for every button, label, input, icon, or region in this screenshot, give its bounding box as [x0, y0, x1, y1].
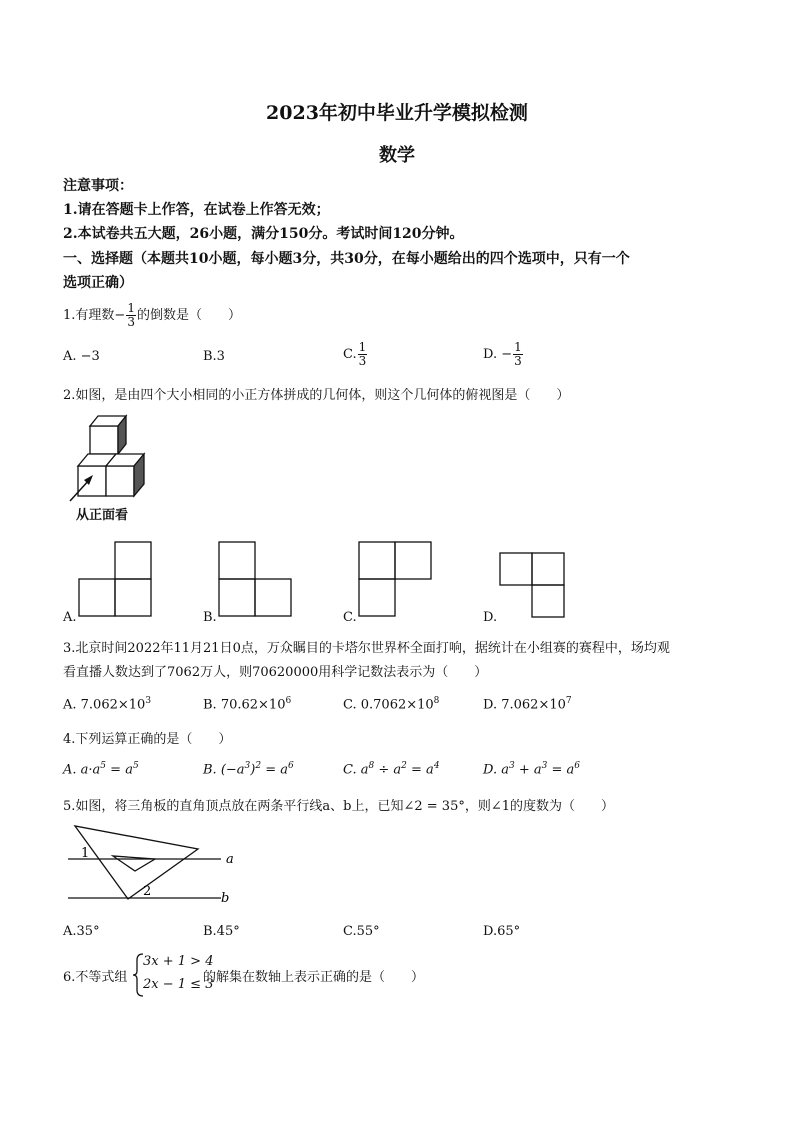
q1-frac-den: 3 — [127, 315, 135, 329]
q1-c-num: 1 — [358, 340, 367, 354]
q4-c-1: C. a — [343, 762, 369, 778]
q3-a-exp: 3 — [145, 696, 152, 706]
q3-a-base: A. 7.062×10 — [63, 697, 146, 713]
q4-d-exp: 3 — [508, 761, 515, 771]
notice-item-1: 1.请在答题卡上作答，在试卷上作答无效； — [63, 202, 330, 218]
q5-label-a: a — [226, 852, 234, 867]
q1-option-d — [483, 341, 524, 368]
q5-option-b: B.45° — [203, 924, 240, 939]
q6-inequality-1: 3x + 1 > 4 — [143, 954, 214, 969]
q4-c-exp3: 4 — [433, 761, 440, 771]
q2-option-c: C. — [343, 610, 357, 625]
q5-label-2: 2 — [143, 884, 152, 899]
q2-cube-figure — [68, 411, 150, 503]
q2-option-b-figure — [218, 541, 294, 618]
q4-b-exp3: 6 — [288, 761, 294, 771]
q5-option-d: D.65° — [483, 924, 521, 939]
q1-suffix: 的倒数是（ ） — [136, 308, 241, 323]
q5-label-1: 1 — [81, 846, 90, 861]
q4-option-c — [343, 761, 440, 777]
q4-c-exp: 8 — [368, 761, 375, 771]
q5-option-c: C.55° — [343, 924, 380, 939]
q4-a-2: = a — [106, 762, 133, 778]
q1-c-fraction — [358, 341, 368, 368]
q1-d-den: 3 — [514, 354, 522, 368]
q6-inequality-2: 2x − 1 ≤ 3 — [143, 977, 214, 992]
q3-c-exp: 8 — [433, 696, 440, 706]
q4-d-exp3: 6 — [574, 761, 581, 771]
q1-fraction — [126, 302, 136, 329]
q1-prefix: 1.有理数 — [63, 308, 115, 323]
q1-option-b: B.3 — [203, 349, 225, 364]
q5-label-b: b — [221, 891, 230, 905]
page-title: 2023年初中毕业升学模拟检测 — [266, 102, 528, 124]
q1-d-fraction — [513, 341, 523, 368]
q3-option-d — [483, 696, 572, 712]
section-1-heading: 一、选择题（本题共10小题，每小题3分，共30分，在每小题给出的四个选项中，只有一个 — [63, 251, 630, 267]
q4-b-2: ) — [250, 762, 256, 778]
q4-a-exp: 5 — [100, 761, 107, 771]
q4-a-1: A. a·a — [63, 762, 101, 778]
notice-heading: 注意事项： — [63, 178, 133, 194]
q1-sign: − — [114, 308, 126, 323]
q1-d-label: D. − — [483, 347, 513, 362]
q4-d-2: + a — [514, 762, 542, 778]
q1-option-a: A. −3 — [63, 349, 100, 364]
notice-item-2: 2.本试卷共五大题，26小题，满分150分。考试时间120分钟。 — [63, 226, 464, 242]
q2-option-a-figure — [78, 541, 154, 618]
q4-d-exp2: 3 — [541, 761, 548, 771]
subject-title: 数学 — [379, 145, 415, 166]
q1-c-label: C. — [343, 347, 357, 362]
q2-option-d-figure — [499, 552, 565, 618]
q2-option-a: A. — [63, 610, 77, 625]
question-5: 5.如图，将三角板的直角顶点放在两条平行线a、b上，已知∠2 = 35°，则∠1的度数为（ ） — [63, 799, 615, 814]
q3-b-base: B. 70.62×10 — [203, 697, 286, 713]
q4-option-a — [63, 761, 139, 777]
q4-c-2: ÷ a — [374, 762, 402, 778]
question-2: 2.如图，是由四个大小相同的小正方体拼成的几何体，则这个几何体的俯视图是（ ） — [63, 388, 570, 403]
q2-option-c-figure — [358, 541, 434, 618]
question-6-prefix: 6.不等式组 — [63, 970, 128, 985]
section-1-heading-cont: 选项正确） — [63, 275, 133, 291]
q3-option-c — [343, 696, 439, 712]
q1-option-c — [343, 341, 368, 368]
q4-c-exp2: 2 — [401, 761, 407, 771]
q4-option-b — [203, 761, 294, 777]
q5-triangle-figure — [63, 823, 253, 905]
q5-option-a: A.35° — [63, 924, 100, 939]
q4-d-1: D. a — [483, 762, 509, 778]
question-6-suffix: 的解集在数轴上表示正确的是（ ） — [203, 970, 425, 985]
q4-b-exp2: 2 — [255, 761, 262, 771]
q4-a-exp2: 5 — [132, 761, 139, 771]
q3-d-base: D. 7.062×10 — [483, 697, 566, 713]
question-4: 4.下列运算正确的是（ ） — [63, 732, 232, 747]
q2-option-d: D. — [483, 610, 498, 625]
q1-frac-num: 1 — [127, 301, 135, 315]
q3-option-b — [203, 696, 291, 712]
question-3-cont: 看直播人数达到了7062万人，则70620000用科学记数法表示为（ ） — [63, 665, 488, 680]
q1-d-num: 1 — [514, 340, 522, 354]
q2-option-b: B. — [203, 610, 217, 625]
q3-option-a — [63, 696, 151, 712]
question-3: 3.北京时间2022年11月21日0点，万众瞩目的卡塔尔世界杯全面打响，据统计在小组赛的赛程中，场均观 — [63, 641, 670, 656]
q4-b-exp: 3 — [244, 761, 251, 771]
question-1 — [63, 302, 241, 329]
q4-option-d — [483, 761, 580, 777]
q3-b-exp: 6 — [285, 696, 292, 706]
q4-d-3: = a — [547, 762, 575, 778]
q4-b-1: B. (−a — [203, 762, 245, 778]
q2-fig-label: 从正面看 — [76, 508, 129, 523]
q1-c-den: 3 — [358, 354, 367, 368]
q3-c-base: C. 0.7062×10 — [343, 697, 434, 713]
q3-d-exp: 7 — [565, 696, 572, 706]
q4-c-3: = a — [406, 762, 434, 778]
q4-b-3: = a — [261, 762, 289, 778]
